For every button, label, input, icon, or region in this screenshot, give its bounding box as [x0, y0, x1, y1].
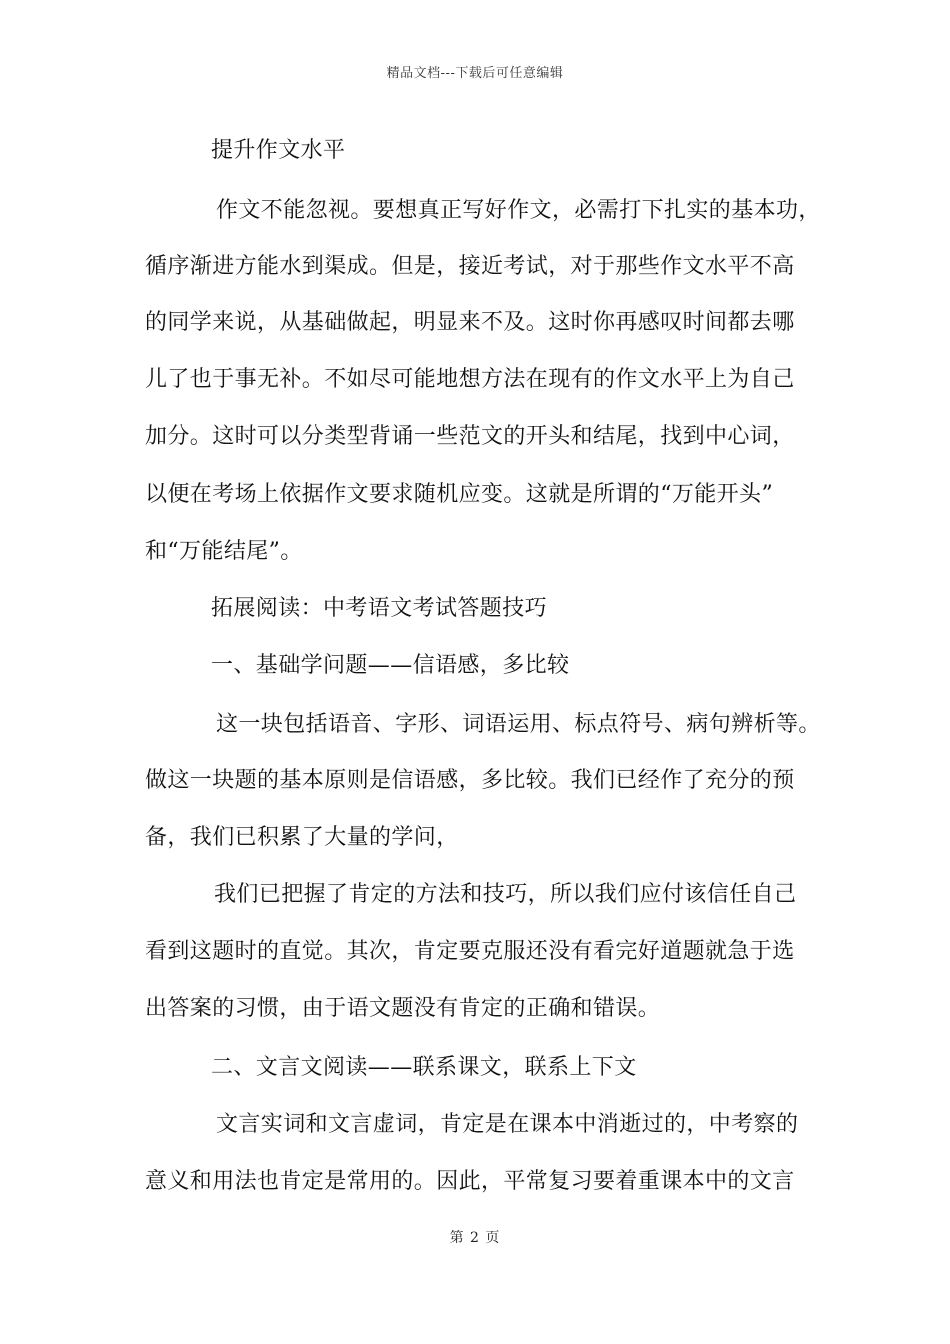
- paragraph-line: 循序渐进方能水到渠成。但是，接近考试，对于那些作文水平不高: [145, 254, 795, 279]
- paragraph-line: 以便在考场上依据作文要求随机应变。这就是所谓的“万能开头”: [145, 482, 774, 507]
- paragraph-line: 出答案的习惯，由于语文题没有肯定的正确和错误。: [145, 996, 661, 1021]
- paragraph-line: 我们已把握了肯定的方法和技巧，所以我们应付该信任自己: [214, 882, 797, 907]
- section-heading: 拓展阅读：中考语文考试答题技巧: [211, 596, 548, 621]
- paragraph-line: 意义和用法也肯定是常用的。因此，平常复习要着重课本中的文言: [145, 1169, 795, 1194]
- section-heading: 二、文言文阅读——联系课文，联系上下文: [211, 1055, 637, 1080]
- paragraph-line: 这一块包括语音、字形、词语运用、标点符号、病句辨析等。: [216, 712, 821, 737]
- paragraph-line: 加分。这时可以分类型背诵一些范文的开头和结尾，找到中心词，: [145, 424, 795, 449]
- paragraph-line: 儿了也于事无补。不如尽可能地想方法在现有的作文水平上为自己: [145, 367, 795, 392]
- paragraph-line: 看到这题时的直觉。其次，肯定要克服还没有看完好道题就急于选: [145, 939, 795, 964]
- paragraph-line: 做这一块题的基本原则是信语感，多比较。我们已经作了充分的预: [145, 768, 795, 793]
- paragraph-line: 作文不能忽视。要想真正写好作文，必需打下扎实的基本功，: [216, 198, 821, 223]
- section-title: 提升作文水平: [211, 138, 346, 163]
- section-heading: 一、基础学问题——信语感，多比较: [211, 653, 570, 678]
- page-number: 第 2 页: [449, 1230, 501, 1246]
- paragraph-line: 的同学来说，从基础做起，明显来不及。这时你再感叹时间都去哪: [145, 310, 795, 335]
- paragraph-line: 文言实词和文言虚词，肯定是在课本中消逝过的，中考察的: [216, 1112, 799, 1137]
- page-header: 精品文档---下载后可任意编辑: [386, 66, 564, 81]
- paragraph-line: 备，我们已积累了大量的学问，: [145, 825, 459, 850]
- paragraph-line: 和“万能结尾”。: [145, 539, 303, 564]
